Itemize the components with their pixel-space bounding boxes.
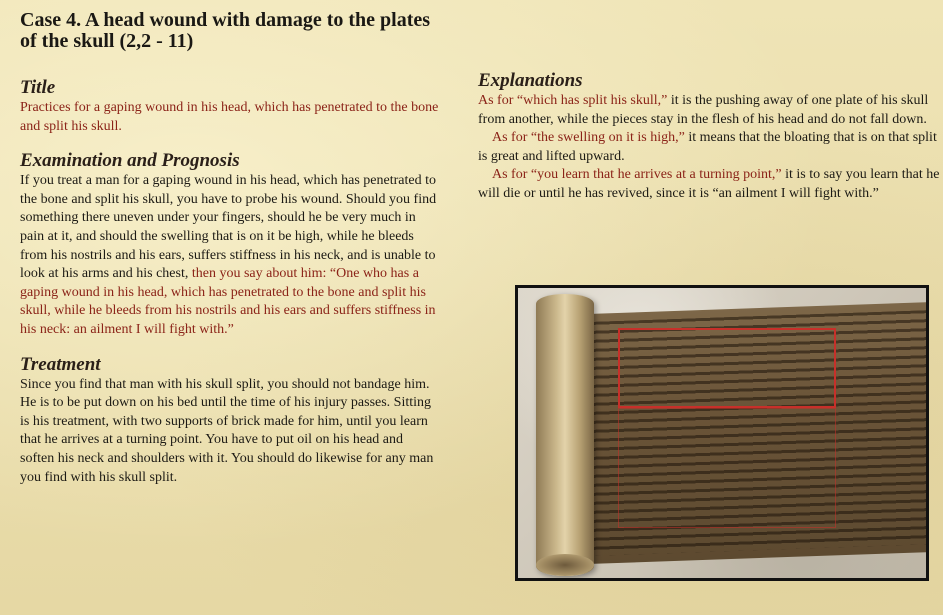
explanation-text: it means that the bloating that is on that split is great and lifted upward. bbox=[478, 130, 937, 164]
explanation-item bbox=[478, 92, 943, 129]
right-column bbox=[478, 70, 943, 204]
explanations-heading: Explanations bbox=[478, 70, 583, 91]
title-text: Practices for a gaping wound in his head, which has penetrated to the bone and split his skull. bbox=[20, 100, 439, 134]
examination-text-red: then you say about him: “One who has a gaping wound in his head, which has penetrated to the bone and split his skull, while he bleeds from his nostrils and his ears and suffers stiffness in his neck: an ailment I will fight with.” bbox=[20, 266, 436, 337]
case-highlight-box-faint bbox=[618, 408, 836, 528]
explanation-quote: As for “which has split his skull,” bbox=[478, 93, 668, 108]
examination-heading: Examination and Prognosis bbox=[20, 150, 240, 172]
examination-text-plain: If you treat a man for a gaping wound in his head, which has penetrated to the bone and split his skull, you have to probe his wound. Should you find something there uneven under your fingers, should he be very much in pain at it, and should the swelling that is on it be high, while he bleeds from his nostrils and his ears, suffers stiffness in his neck, and is unable to look at his arms and his chest, bbox=[20, 173, 437, 282]
scroll-roll bbox=[536, 294, 594, 576]
explanation-text: it is the pushing away of one plate of his skull from another, while the pieces stay in the flesh of his head and do not fall down. bbox=[478, 93, 929, 127]
scroll-roll-end bbox=[536, 554, 594, 576]
explanation-item bbox=[478, 166, 943, 203]
case-highlight-box bbox=[618, 328, 836, 408]
treatment-text: Since you find that man with his skull split, you should not bandage him. He is to be put down on his bed until the time of his injury passes. Sitting is his treatment, with two supports of brick made for him, until you learn that he arrives at a turning point. You have to put oil on his head and soften his neck and shoulders with it. You should do likewise for any man you find with his skull split. bbox=[20, 376, 434, 485]
treatment-heading: Treatment bbox=[20, 353, 101, 375]
explanation-text: it is to say you learn that he will die or until he has revived, since it is “an ailment I will fight with.” bbox=[478, 167, 940, 201]
examination-text bbox=[20, 172, 440, 339]
explanation-item bbox=[478, 129, 943, 166]
case-title: Case 4. A head wound with damage to the plates of the skull (2,2 - 11) bbox=[20, 9, 431, 52]
explanation-quote: As for “you learn that he arrives at a turning point,” bbox=[492, 167, 782, 183]
title-heading: Title bbox=[20, 77, 56, 98]
explanation-quote: As for “the swelling on it is high,” bbox=[492, 130, 685, 146]
papyrus-scroll-image bbox=[515, 285, 929, 581]
left-column bbox=[20, 10, 440, 487]
